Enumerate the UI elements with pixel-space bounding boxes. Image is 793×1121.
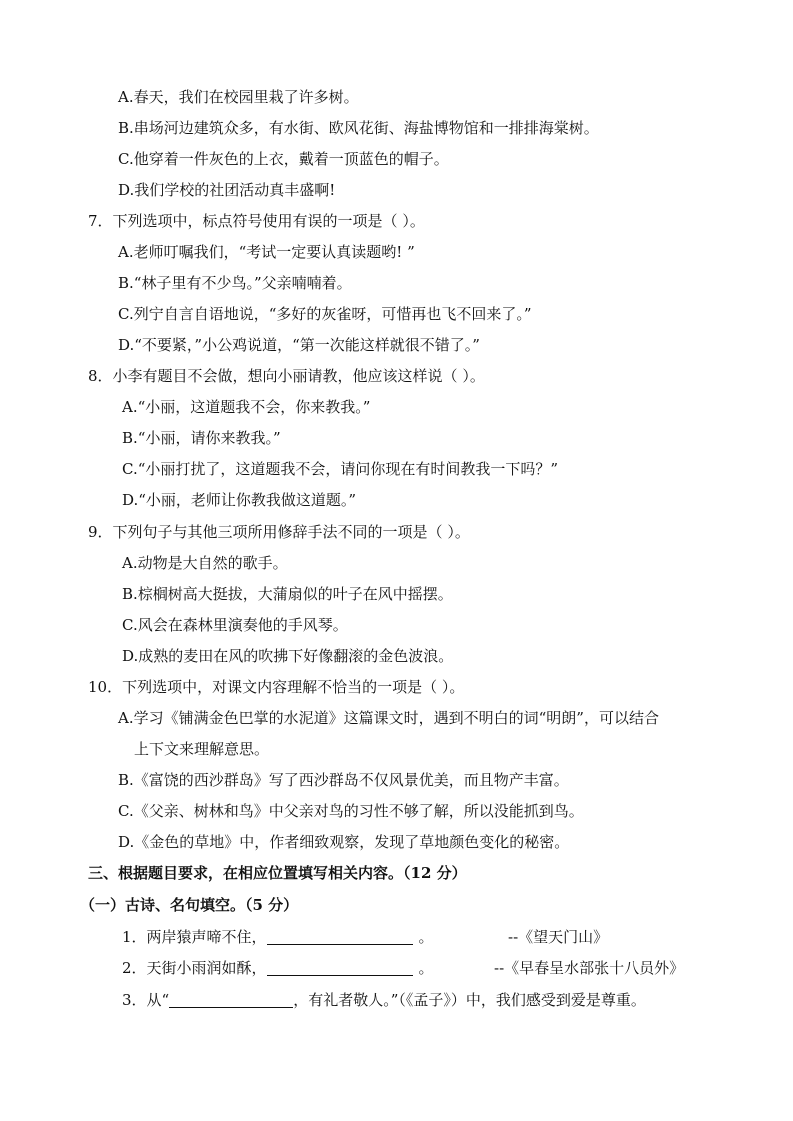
q6-option-d: D.我们学校的社团活动真丰盛啊! [118,181,336,199]
q9-option-d: D.成熟的麦田在风的吹拂下好像翻滚的金色波浪。 [122,647,454,665]
q10-stem: 10．下列选项中，对课文内容理解不恰当的一项是（ ）。 [88,678,465,696]
q9-option-b: B.棕榈树高大挺拔，大蒲扇似的叶子在风中摇摆。 [122,585,453,603]
fill-item-3 [122,990,646,1010]
q8-option-a: A.“小丽，这道题我不会，你来教我。” [122,398,371,416]
q9-option-a: A.动物是大自然的歌手。 [122,554,288,572]
q10-option-b: B.《富饶的西沙群岛》写了西沙群岛不仅风景优美，而且物产丰富。 [118,771,569,789]
q10-option-d: D.《金色的草地》中，作者细致观察，发现了草地颜色变化的秘密。 [118,833,570,851]
q8-option-b: B.“小丽，请你来教我。” [122,429,281,447]
fill-item-3-blank[interactable] [169,991,293,1008]
q9-stem: 9．下列句子与其他三项所用修辞手法不同的一项是（ ）。 [88,523,470,541]
q7-option-b: B.“林子里有不少鸟。”父亲喃喃着。 [118,274,352,292]
q7-option-c: C.列宁自言自语地说，“多好的灰雀呀，可惜再也飞不回来了。” [118,305,532,323]
q6-option-a: A.春天，我们在校园里栽了许多树。 [118,88,359,106]
q8-option-d: D.“小丽，老师让你教我做这道题。” [122,491,357,509]
q7-option-d: D.“不要紧，”小公鸡说道，“第一次能这样就很不错了。” [118,336,480,354]
q10-option-a-line2: 上下文来理解意思。 [134,740,270,758]
fill-item-1 [122,927,434,947]
section3-subsection1-title: （一）古诗、名句填空。（5 分） [80,896,299,914]
fill-item-1-source: --《望天门山》 [508,928,609,946]
fill-item-1-pre: 1．两岸猿声啼不住， [122,928,267,946]
fill-item-2-post: 。 [418,959,434,977]
fill-item-2 [122,958,434,978]
q7-option-a: A.老师叮嘱我们，“考试一定要认真读题哟! ” [118,243,415,261]
q6-option-c: C.他穿着一件灰色的上衣，戴着一顶蓝色的帽子。 [118,150,449,168]
fill-item-1-blank[interactable] [267,928,413,945]
fill-item-2-blank[interactable] [267,959,413,976]
q9-option-c: C.风会在森林里演奏他的手风琴。 [122,616,348,634]
fill-item-1-post: 。 [418,928,434,946]
fill-item-3-post: ，有礼者敬人。”（《孟子》）中，我们感受到爱是尊重。 [293,991,646,1009]
q8-stem: 8．小李有题目不会做，想向小丽请教，他应该这样说（ ）。 [88,367,485,385]
section3-title: 三、根据题目要求，在相应位置填写相关内容。（12 分） [88,864,467,882]
q7-stem: 7．下列选项中，标点符号使用有误的一项是（ ）。 [88,212,425,230]
q10-option-a-line1: A.学习《铺满金色巴掌的水泥道》这篇课文时，遇到不明白的词“明朗”，可以结合 [118,709,659,727]
q6-option-b: B.串场河边建筑众多，有水街、欧风花街、海盐博物馆和一排排海棠树。 [118,119,599,137]
fill-item-2-pre: 2．天街小雨润如酥， [122,959,267,977]
fill-item-3-pre: 3．从“ [122,991,170,1009]
fill-item-2-source: --《早春呈水部张十八员外》 [494,959,685,977]
q10-option-c: C.《父亲、树林和鸟》中父亲对鸟的习性不够了解，所以没能抓到鸟。 [118,802,584,820]
q8-option-c: C.“小丽打扰了，这道题我不会，请问你现在有时间教我一下吗？” [122,460,559,478]
